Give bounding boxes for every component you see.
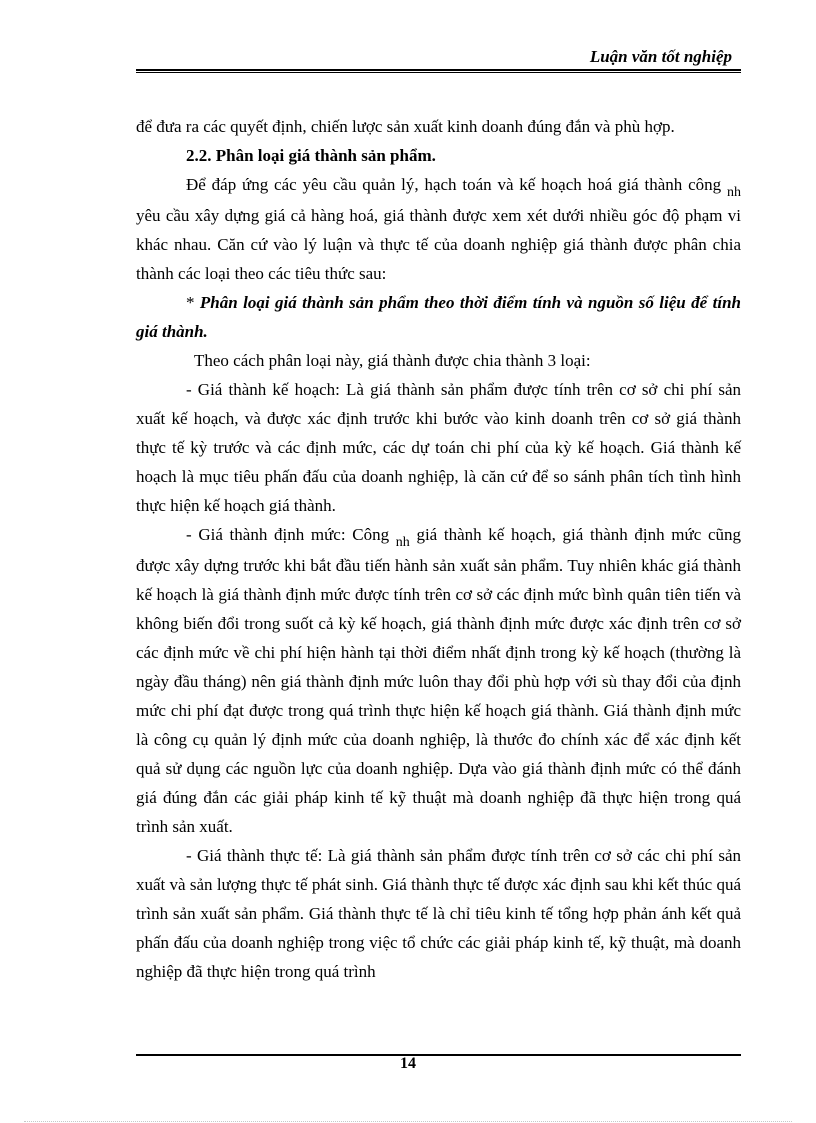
paragraph-three-types: Theo cách phân loại này, giá thành được chia thành 3 loại: bbox=[194, 351, 591, 370]
paragraph-intro-text-b: yêu cầu xây dựng giá cả hàng hoá, giá thành được xem xét dưới nhiều góc độ phạm vi khác nhau. Căn cứ vào lý luận và thực tế của doanh nghiệp giá thành được phân chia thành các loại theo các tiêu thức sau: bbox=[136, 206, 741, 283]
paragraph-continuation: để đưa ra các quyết định, chiến lược sản xuất kinh doanh đúng đắn và phù hợp. bbox=[136, 117, 675, 136]
header-rule bbox=[136, 69, 741, 73]
paragraph-planned-cost: - Giá thành kế hoạch: Là giá thành sản phẩm được tính trên cơ sở chi phí sản xuất kế hoạch, và được xác định trước khi bước vào kinh doanh trên cơ sở giá thành thực tế kỳ trước và các định mức, các dự toán chi phí của kỳ kế hoạch. Giá thành kế hoạch là mục tiêu phấn đấu của doanh nghiệp, là căn cứ để so sánh phân tích tình hình thực hiện kế hoạch giá thành. bbox=[136, 380, 741, 515]
section-heading: 2.2. Phân loại giá thành sản phẩm. bbox=[186, 146, 436, 165]
running-header-title: Luận văn tốt nghiệp bbox=[589, 47, 732, 66]
bullet-star: * bbox=[186, 293, 195, 312]
paragraph-actual-cost: - Giá thành thực tế: Là giá thành sản phẩm được tính trên cơ sở các chi phí sản xuất và sản lượng thực tế phát sinh. Giá thành thực tế được xác định sau khi kết thúc quá trình sản xuất sản phẩm. Giá thành thực tế là chỉ tiêu kinh tế tổng hợp phản ánh kết quả phấn đấu của doanh nghiệp trong việc tổ chức các giải pháp kinh tế, kỹ thuật, mà doanh nghiệp đã thực hiện trong quá trình bbox=[136, 846, 741, 981]
paragraph-norm-cost bbox=[136, 520, 741, 841]
bullet-classification bbox=[136, 288, 741, 346]
page-edge-dotted-line bbox=[24, 1121, 792, 1122]
bullet-text: Phân loại giá thành sản phẩm theo thời điểm tính và nguồn số liệu để tính giá thành. bbox=[136, 293, 741, 341]
page-number: 14 bbox=[400, 1055, 416, 1072]
paragraph-norm-cost-subscript: nh bbox=[395, 535, 410, 550]
paragraph-norm-cost-text-b: giá thành kế hoạch, giá thành định mức cũng được xây dựng trước khi bắt đầu tiến hành sản xuất sản phẩm. Tuy nhiên khác giá thành kế hoạch là giá thành định mức được tính trên cơ sở các định mức bình quân tiên tiến và không biến đổi trong suốt cả kỳ kế hoạch, giá thành định mức được xác định trên cơ sở các định mức về chi phí hiện hành tại thời điểm nhất định trong kỳ kế hoạch (thường là ngày đầu tháng) nên giá thành định mức luôn thay đổi phù hợp với sù thay đổi của định mức chi phí đạt được trong quá trình thực hiện kế hoạch giá thành. Giá thành định mức là công cụ quản lý định mức của doanh nghiệp, là thước đo chính xác để xác định kết quả sử dụng các nguồn lực của doanh nghiệp. Dựa vào giá thành định mức có thể đánh giá đúng đắn các giải pháp kinh tế kỹ thuật mà doanh nghiệp đã thực hiện trong quá trình sản xuất. bbox=[136, 525, 741, 836]
paragraph-intro-subscript: nh bbox=[727, 185, 742, 200]
paragraph-intro bbox=[136, 170, 741, 288]
page-body bbox=[136, 112, 741, 986]
paragraph-intro-text-a: Để đáp ứng các yêu cầu quản lý, hạch toán và kế hoạch hoá giá thành công bbox=[186, 175, 722, 194]
paragraph-norm-cost-text-a: - Giá thành định mức: Công bbox=[186, 525, 390, 544]
